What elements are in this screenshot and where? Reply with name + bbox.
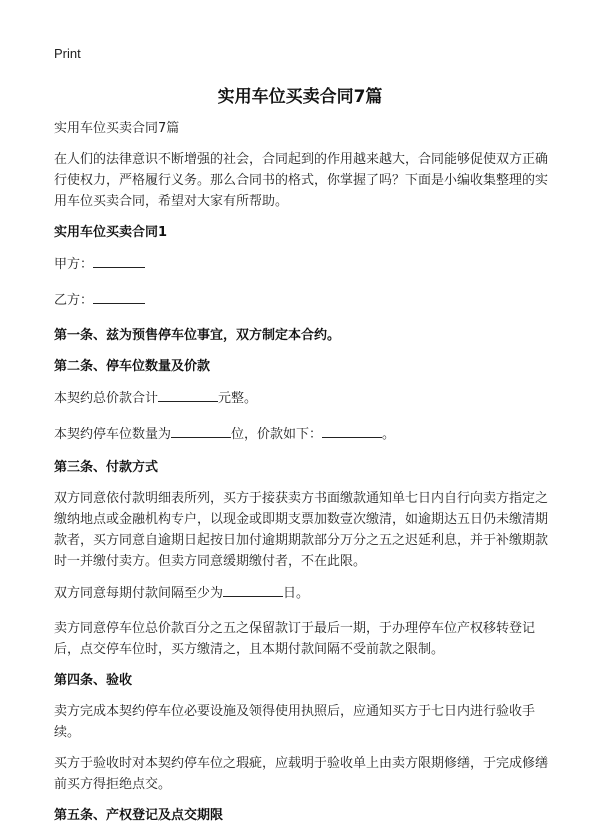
document-body	[54, 118, 554, 836]
party-b-line	[54, 289, 554, 311]
section-heading: 实用车位买卖合同1	[54, 225, 168, 240]
price-label: 位，价款如下：	[231, 427, 323, 442]
price-blank	[322, 423, 382, 438]
payment-terms-paragraph: 双方同意依付款明细表所列，买方于接获卖方书面缴款通知单七日内自行向卖方指定之缴纳地点或金融机构专户，以现金或即期支票加数壹次缴清，如逾期达五日仍未缴清期款者，买方同意自逾期日起按日加付逾期期款部分万分之五之迟延利息，并于补缴期款时一并缴付卖方。但卖方同意缓期缴付者，不在此限。	[54, 491, 549, 569]
total-price-blank	[158, 387, 218, 402]
spot-count-line	[54, 423, 554, 445]
total-price-suffix: 元整。	[218, 391, 258, 406]
retention-paragraph: 卖方同意停车位总价款百分之五之保留款订于最后一期，于办理停车位产权移转登记后，点交停车位时，买方缴清之，且本期付款间隔不受前款之限制。	[54, 621, 536, 657]
article-4-heading: 第四条、验收	[54, 673, 133, 688]
payment-interval-line	[54, 582, 554, 604]
intro-paragraph: 在人们的法律意识不断增强的社会，合同起到的作用越来越大，合同能够促使双方正确行使权力，严格履行义务。那么合同书的格式，你掌握了吗？下面是小编收集整理的实用车位买卖合同，希望对大家有所帮助。	[54, 152, 549, 209]
party-a-label: 甲方：	[54, 257, 94, 272]
payment-interval-suffix: 日。	[283, 586, 310, 601]
article-2-heading: 第二条、停车位数量及价款	[54, 359, 211, 374]
article-3-heading: 第三条、付款方式	[54, 460, 159, 475]
page-title: 实用车位买卖合同7篇	[217, 87, 383, 107]
party-b-blank	[93, 289, 145, 304]
price-suffix: 。	[382, 427, 396, 442]
payment-interval-label: 双方同意每期付款间隔至少为	[54, 586, 224, 601]
print-link[interactable]: Print	[54, 46, 81, 61]
inspection-paragraph: 卖方完成本契约停车位必要设施及领得使用执照后，应通知买方于七日内进行验收手续。	[54, 704, 536, 740]
spot-count-blank	[171, 423, 231, 438]
defect-paragraph: 买方于验收时对本契约停车位之瑕疵，应载明于验收单上由卖方限期修缮，于完成修缮前买方得拒绝点交。	[54, 756, 549, 792]
article-1-heading: 第一条、兹为预售停车位事宜，双方制定本合约。	[54, 328, 341, 343]
total-price-line	[54, 387, 554, 409]
party-a-line	[54, 253, 554, 275]
article-5-heading: 第五条、产权登记及点交期限	[54, 808, 224, 823]
payment-interval-blank	[223, 582, 283, 597]
document-subtitle: 实用车位买卖合同7篇	[54, 121, 180, 136]
spot-count-label: 本契约停车位数量为	[54, 427, 172, 442]
party-b-label: 乙方：	[54, 293, 94, 308]
total-price-label: 本契约总价款合计	[54, 391, 159, 406]
party-a-blank	[93, 253, 145, 268]
